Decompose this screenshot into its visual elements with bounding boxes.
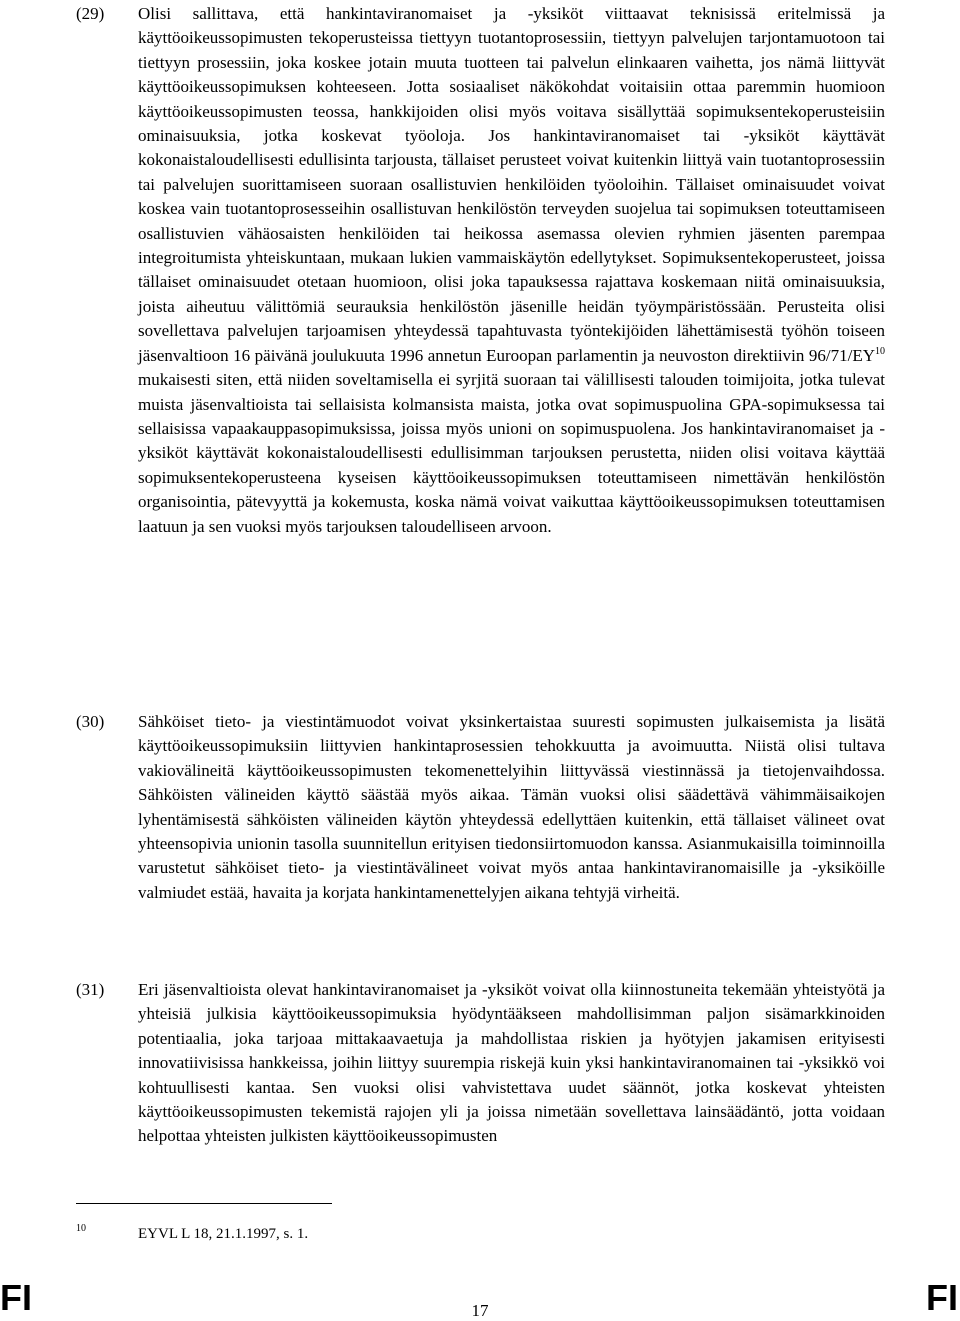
paragraph-number: (31) [76, 980, 105, 999]
paragraph-text-part: Olisi sallittava, että hankintaviranomaiset ja -yksiköt viittaavat teknisissä eritelmissä ja käyttöoikeussopimusten tekoperusteissa tiettyyn tuotantoprosessiin, tiettyyn palvelujen tarjontamuotoon tai tiettyyn prosessiin, joka koskee jotain muuta tuotteen tai palvelun elinkaaren vaihetta, jos nämä liittyvät käyttöoikeussopimuksen kohteeseen. Jotta sosiaaliset näkökohdat voitaisiin ottaa paremmin huomioon käyttöoikeussopimusten teossa, hankkijoiden olisi myös voitava sisällyttää sopimuksentekoperusteisiin ominaisuuksia, jotka koskevat työoloja. Jos hankintaviranomaiset tai -yksiköt käyttävät kokonaistaloudellisesti edullisinta tarjousta, tällaiset perusteet voivat kuitenkin liittyä vain tuotantoprosessiin tai palvelujen suorittamiseen suoraan osallistuvien henkilöiden työoloihin. Tällaiset ominaisuudet voivat koskea vain tuotantoprosesseihin osallistuvan henkilöstön terveyden suojelua tai sopimuksen toteuttamiseen osallistuvien vähäosaisten henkilöiden tai heikossa asemassa olevien ryhmien jäsenten parempaa integroitumista yhteiskuntaan, mukaan lukien vammaiskäytön edellytykset. Sopimuksentekoperusteet, joissa tällaiset ominaisuudet otetaan huomioon, olisi joka tapauksessa rajattava koskemaan niitä ominaisuuksia, joista aiheutuu välittömiä seurauksia henkilöstön jäsenille heidän työympäristössään. Perusteita olisi sovellettava palvelujen tarjoamisen yhteydessä tapahtuvasta työntekijöiden lähettämisestä työhön toiseen jäsenvaltioon 16 päivänä joulukuuta 1996 annetun Euroopan parlamentin ja neuvoston direktiivin 96/71/EY [138, 4, 885, 365]
language-code-right: FI [926, 1277, 958, 1318]
language-code-left: FI [0, 1277, 32, 1318]
paragraph-number: (29) [76, 4, 105, 23]
paragraph-number: (30) [76, 712, 105, 731]
footnote-reference[interactable]: 10 [875, 345, 885, 357]
footnote-separator [76, 1203, 332, 1204]
footnote-number: 10 [76, 1223, 86, 1234]
paragraph-text-continued: mukaisesti siten, että niiden soveltamisella ei syrjitä suoraan tai välillisesti talouden toimijoita, jotka tulevat muista jäsenvaltioista tai sellaisista kolmansista maista, jotka ovat sopimuspuolina GPA-sopimuksessa tai sellaisissa vapaakauppasopimuksissa, joissa myös unioni on sopimuspuolena. Jos hankintaviranomaiset ja -yksiköt käyttävät kokonaistaloudellisesti edullisimman tarjouksen perustetta, niiden olisi voitava käyttää sopimuksentekoperusteena kyseisen käyttöoikeussopimuksen toteuttamiseen nimettävän henkilöstön organisointia, pätevyyttä ja kokemusta, koska nämä voivat vaikuttaa käyttöoikeussopimuksen toteuttamisen laatuun ja sen vuoksi myös tarjouksen taloudelliseen arvoon. [138, 370, 885, 536]
paragraph-text [138, 2, 885, 539]
paragraph-text: Sähköiset tieto- ja viestintämuodot voivat yksinkertaistaa suuresti sopimusten julkaisemista ja lisätä käyttöoikeussopimuksiin liittyvien hankintaprosessien tehokkuutta ja avoimuutta. Niistä olisi tultava vakiovälineitä käyttöoikeussopimusten tekomenettelyihin liittyvässä viestinnässä ja tietojenvaihdossa. Sähköisten välineiden käyttö säästää myös aikaa. Tämän vuoksi olisi säädettävä vähimmäisaikojen lyhentämisestä sähköisten välineiden käytön yhteydessä edellyttäen kuitenkin, että tällaiset välineet ovat yhteensopivia unionin tasolla suunnitellun erityisen tiedonsiirtomuodon kanssa. Asianmukaisilla toiminnoilla varustetut sähköiset tieto- ja viestintävälineet voivat myös antaa hankintaviranomaisille ja -yksiköille valmiudet estää, havaita ja korjata hankintamenettelyjen aikana tehtyjä virheitä. [138, 712, 885, 902]
footnote-text: EYVL L 18, 21.1.1997, s. 1. [138, 1226, 309, 1242]
page-number: 17 [471, 1301, 489, 1320]
paragraph-text: Eri jäsenvaltioista olevat hankintaviranomaiset ja -yksiköt voivat olla kiinnostuneita tekemään yhteistyötä ja yhteisiä julkisia käyttöoikeussopimuksia hyödyntääkseen mahdollisimman paljon sisämarkkinoiden potentiaalia, joka tarjoaa mittakaavaetuja ja mahdollistaa riskien ja hyötyjen jakamisen erityisesti innovatiivisissa hankkeissa, joihin liittyy suurempia riskejä kuin yksi hankintaviranomainen tai -yksikkö voi kohtuullisesti kantaa. Sen vuoksi olisi vahvistettava uudet säännöt, jotka koskevat yhteisten käyttöoikeussopimusten tekemistä rajojen yli ja joissa nimetään sovellettava lainsäädäntö, jotta voidaan helpottaa yhteisten julkisten käyttöoikeussopimusten [138, 980, 885, 1146]
